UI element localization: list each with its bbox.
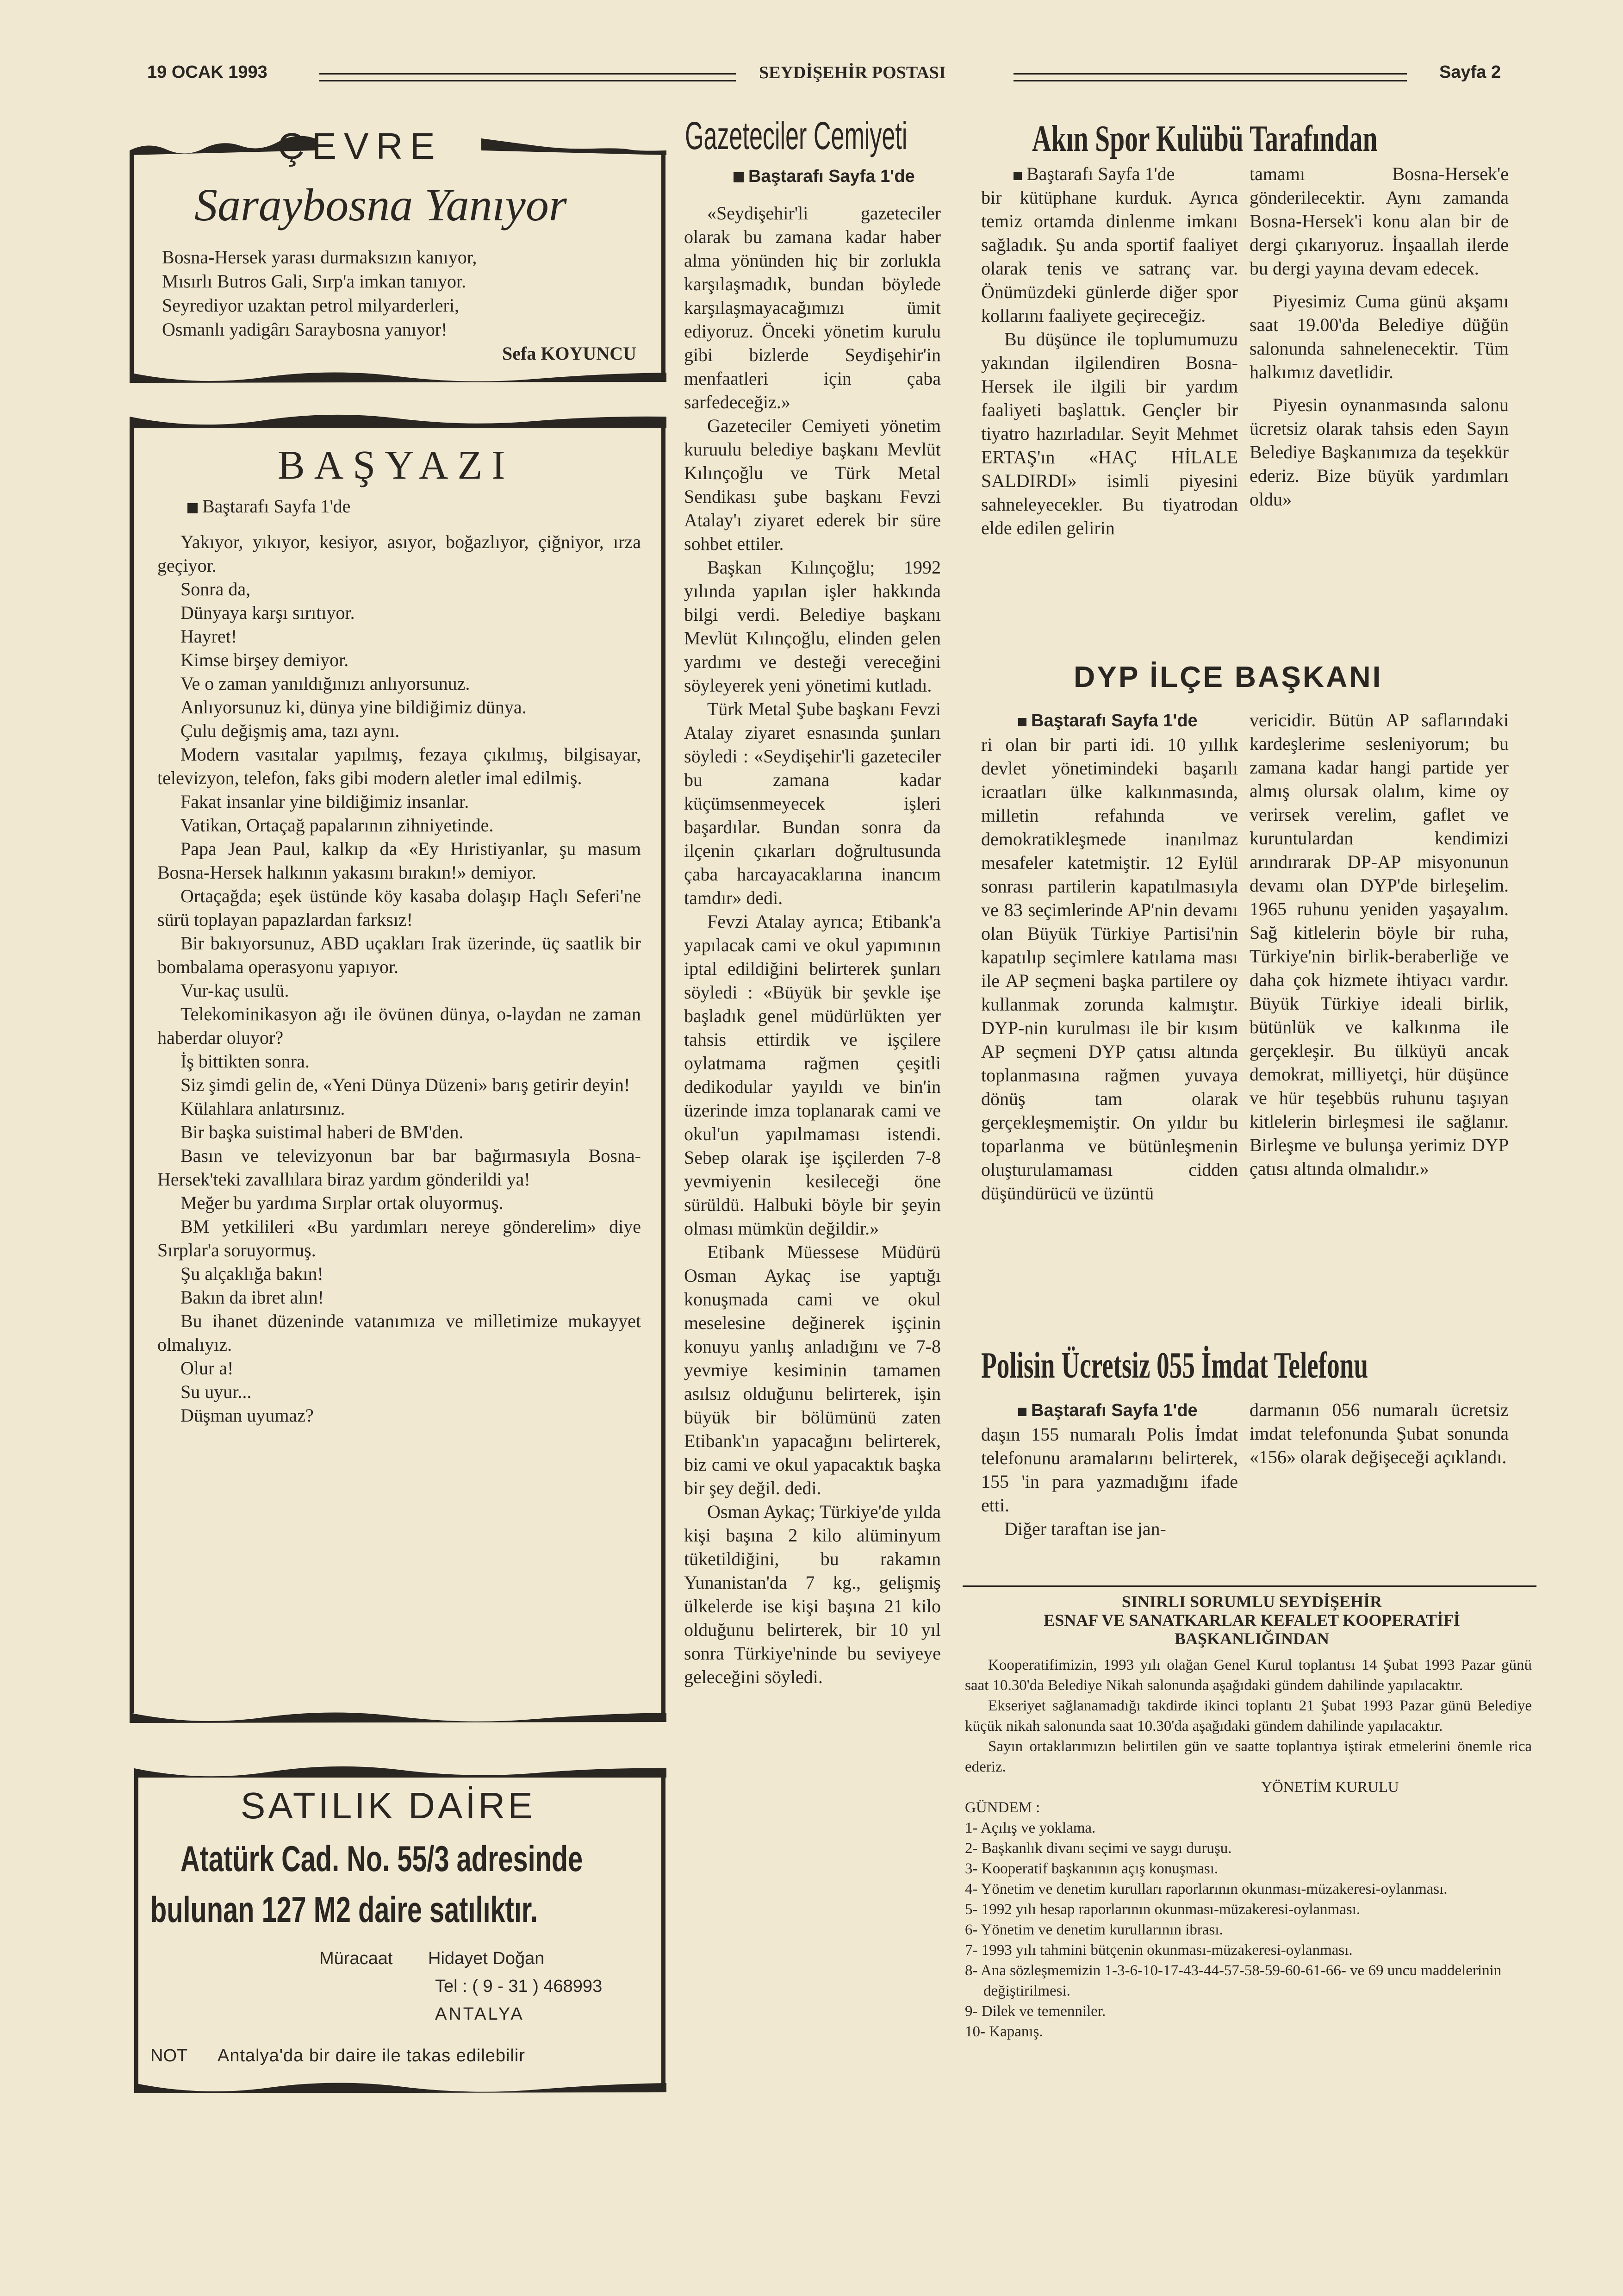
basyazi-paragraph: Telekominikasyon ağı ile övünen dünya, o-laydan ne zaman haberdar oluyor? (157, 1004, 641, 1048)
basyazi-paragraph: Papa Jean Paul, kalkıp da «Ey Hıristiyanlar, şu masum Bosna-Hersek halkının yakasını bırakın!» demiyor. (157, 838, 641, 883)
basyazi-paragraph: Çulu değişmiş ama, tazı aynı. (180, 720, 400, 741)
kooperatif-title-line: ESNAF VE SANATKARLAR KEFALET KOOPERATİFİ (1044, 1611, 1460, 1629)
basyazi-body (157, 530, 641, 1427)
basyazi-paragraph: Bir başka suistimal haberi de BM'den. (180, 1122, 464, 1142)
satilik-note: Antalya'da bir daire ile takas edilebilir (218, 2046, 526, 2065)
basyazi-paragraph: İş bittikten sonra. (180, 1051, 310, 1072)
basyazi-continued (187, 495, 350, 517)
kooperatif-signature: YÖNETİM KURULU (1261, 1779, 1399, 1796)
polis-continued-label: Baştarafı Sayfa 1'de (1031, 1401, 1198, 1420)
satilik-city: ANTALYA (435, 2004, 524, 2024)
akin-paragraph: tamamı Bosna-Hersek'e gönderilecektir. Aynı zamanda Bosna-Hersek'i konu alan bir de dergi çıkarıyoruz. İnşaallah ilerde bu dergi yayına devam edecek. (1250, 163, 1509, 279)
cevre-bottom-wave (130, 368, 666, 391)
cevre-title: Saraybosna Yanıyor (194, 179, 567, 231)
basyazi-paragraph: Vatikan, Ortaçağ papalarının zihniyetinde. (180, 815, 494, 836)
dyp-col2 (1250, 708, 1509, 1180)
cevre-poem (162, 245, 643, 342)
kooperatif-body (965, 1655, 1532, 2042)
basyazi-paragraph: Hayret! (180, 626, 237, 647)
kooperatif-title-line: BAŞKANLIĞINDAN (1174, 1629, 1330, 1648)
kooperatif-header (967, 1592, 1536, 1648)
bullet-square-icon (734, 172, 744, 182)
dyp-col1 (981, 708, 1238, 1205)
kooperatif-agenda-item: 6- Yönetim ve denetim kurullarının ibrası. (965, 1922, 1223, 1938)
kooperatif-agenda-item: 7- 1993 yılı tahmini bütçenin okunması-müzakeresi-oylanması. (965, 1942, 1353, 1959)
basyazi-paragraph: Düşman uyumaz? (180, 1405, 314, 1426)
kooperatif-agenda-item: 3- Kooperatif başkanının açış konuşması. (965, 1860, 1219, 1877)
basyazi-paragraph: Dünyaya karşı sırıtıyor. (180, 602, 355, 623)
basyazi-paragraph: Şu alçaklığa bakın! (180, 1263, 323, 1284)
bullet-square-icon (1018, 1408, 1026, 1416)
basyazi-paragraph: Su uyur... (180, 1381, 252, 1402)
basyazi-paragraph: Bir bakıyorsunuz, ABD uçakları Irak üzerinde, üç saatlik bir bombalama operasyonu yapıyor. (157, 933, 641, 977)
basyazi-paragraph: Anlıyorsunuz ki, dünya yine bildiğimiz dünya. (180, 697, 527, 718)
polis-paragraph: Diğer taraftan ise jan- (1004, 1518, 1166, 1539)
gazeteciler-paragraph: Fevzi Atalay ayrıca; Etibank'a yapılacak cami ve okul yapımının iptal edildiğini belirterek şunları söyledi : «Büyük bir şevkle işe başladık genel müdürlükten yer tahsis ettirdik ve işçilere oylatmama rağmen çeşitli dedikodular yayıldı ve bin'in üzerinde imza toplanarak cami ve okul'un yapılmaması istendi. Sebep olarak işe işçilerden 7-8 yevmiyenin kesileceği öne sürüldü. Halbuki böyle bir şeyin olması mümkün değildir.» (684, 911, 941, 1239)
basyazi-title: BAŞYAZI (278, 443, 515, 488)
basyazi-paragraph: Kimse birşey demiyor. (180, 649, 349, 670)
satilik-title: SATILIK DAİRE (241, 1785, 535, 1826)
header-paper-name: SEYDİŞEHİR POSTASI (759, 63, 946, 82)
cevre-section-title: ÇEVRE (278, 125, 442, 167)
header-page-number: Sayfa 2 (1439, 62, 1501, 82)
kooperatif-agenda-item: 10- Kapanış. (965, 2023, 1043, 2040)
basyazi-paragraph: Bu ihanet düzeninde vatanımıza ve milletimize mukayyet olmalıyız. (157, 1310, 641, 1355)
basyazi-paragraph: Yakıyor, yıkıyor, kesiyor, asıyor, boğazlıyor, çiğniyor, ırza geçiyor. (157, 531, 641, 576)
dyp-continued-label: Baştarafı Sayfa 1'de (1031, 711, 1198, 730)
polis-col1 (981, 1398, 1238, 1541)
kooperatif-rule (963, 1585, 1536, 1587)
akin-continued-label: Baştarafı Sayfa 1'de (1026, 163, 1175, 184)
bullet-square-icon (1014, 172, 1022, 180)
gazeteciler-paragraph: «Seydişehir'li gazeteciler olarak bu zamana kadar haber alma yönünden hiç bir zorlukla karşılaşmadık, bundan böylede karşılaşmayacağımızı ümit ediyoruz. Önceki yönetim kurulu gibi bizlerde Seydişehir'in menfaatleri için çaba sarfedeceğiz.» (684, 203, 941, 412)
basyazi-paragraph: Külahlara anlatırsınız. (180, 1098, 345, 1119)
satilik-phone: Tel : ( 9 - 31 ) 468993 (435, 1977, 603, 1996)
polis-title: Polisin Ücretsiz 055 İmdat Telefonu (981, 1345, 1368, 1386)
akin-title: Akın Spor Kulübü Tarafından (1032, 119, 1378, 159)
akin-continued-line (981, 162, 1238, 186)
basyazi-paragraph: Ortaçağda; eşek üstünde köy kasaba dolaşıp Haçlı Seferi'ne sürü toplayan papazlardan farksız! (157, 886, 641, 930)
basyazi-paragraph: BM yetkilileri «Bu yardımları nereye gönderelim» diye Sırplar'a soruyormuş. (157, 1216, 641, 1260)
basyazi-paragraph: Sonra da, (180, 579, 251, 599)
kooperatif-title-line: SINIRLI SORUMLU SEYDİŞEHİR (1121, 1592, 1382, 1611)
gazeteciler-paragraph: Osman Aykaç; Türkiye'de yılda kişi başına 2 kilo alüminyum tüketildiğini, bu rakamın Yunanistan'da 7 kg., gelişmiş ülkelerde ise kişi başına 21 kilo olduğunu belirterek, bir 10 yıl sonra Türkiye'ninde bu seviyeye geleceğini söyledi. (684, 1501, 941, 1687)
kooperatif-paragraph: Ekseriyet sağlanamadığı takdirde ikinci toplantı 21 Şubat 1993 Pazar günü Belediye küçük nikah salonunda saat 10.30'da aşağıdaki gündem dahilinde yapılacaktır. (965, 1697, 1532, 1734)
cevre-poem-line: Mısırlı Butros Gali, Sırp'a imkan tanıyor. (162, 271, 466, 292)
akin-paragraph: Bu düşünce ile toplumumuzu yakından ilgilendiren Bosna-Hersek ile ilgili bir yardım faaliyeti başlattık. Gençler bir tiyatro hazırladılar. Seyit Mehmet ERTAŞ'ın «HAÇ HİLALE SALDIRDI» isimli piyesini sahneleyecekler. Bu tiyatrodan elde edilen gelirin (981, 329, 1238, 538)
kooperatif-agenda-item: 9- Dilek ve temenniler. (965, 2003, 1106, 2020)
header-rule-left (319, 73, 736, 81)
dyp-continued-line (981, 708, 1238, 733)
header-date: 19 OCAK 1993 (147, 62, 267, 82)
akin-paragraph: bir kütüphane kurduk. Ayrıca temiz ortamda dinlenme imkanı sağladık. Şu anda sportif faaliyet olarak tenis ve satranç var. Önümüzdeki günlerde diğer spor kollarını faaliyete geçireceğiz. (981, 187, 1238, 326)
basyazi-paragraph: Fakat insanlar yine bildiğimiz insanlar. (180, 791, 469, 812)
basyazi-paragraph: Olur a! (180, 1358, 234, 1379)
gazeteciler-paragraph: Başkan Kılınçoğlu; 1992 yılında yapılan işler hakkında bilgi verdi. Belediye başkanı Mevlüt Kılınçoğlu, elinden gelen yardımı ve desteği vereceğini söyleyerek yeni yönetimi kutladı. (684, 557, 941, 696)
kooperatif-agenda-item: 5- 1992 yılı hesap raporlarının okunması-müzakeresi-oylanması. (965, 1901, 1361, 1918)
dyp-paragraph: ri olan bir parti idi. 10 yıllık devlet yönetimindeki başarılı icraatları ülke kalkınmasında, milletin refahında ve demokratikleşmede inanılmaz mesafeler katetmiştir. 12 Eylül sonrası partilerin kapatılmasıyla ve 83 seçimlerinde AP'nin devamı olan Büyük Türkiye Partisi'nin kapatılıp seçimlere katılama ması ile AP seçmeni başka partilere oy kullanmak zorunda kalmıştır. DYP-nin kurulması ile bir kısım AP seçmeni DYP çatısı altında toplanmasına rağmen yuvaya dönüş tam olarak gerçekleşmemiştir. On yıldır bu toparlanma ve bütünleşmenin oluşturulamaması cidden düşündürücü ve üzüntü (981, 734, 1238, 1204)
gazeteciler-paragraph: Türk Metal Şube başkanı Fevzi Atalay ziyaret esnasında şunları söyledi : «Seydişehir'li gazeteciler bu zamana kadar küçümsenmeyecek işleri başardılar. Bundan sonra da ilçenin çıkarları doğrultusunda çaba harcayacaklarına inancım tamdır» dedi. (684, 699, 941, 908)
satilik-line2: bulunan 127 M2 daire satılıktır. (150, 1889, 538, 1930)
header-rule-right (1014, 73, 1407, 81)
gazeteciler-paragraph: Etibank Müessese Müdürü Osman Aykaç ise yaptığı konuşmada cami ve okul meselesine değinerek işçinin konuyu yanlış anladığını ve 7-8 yevmiye kesiminin tamamen asılsız olduğunu belirterek, işin büyük bir bölümünü zaten Etibank'ın yapacağını belirterek, biz cami ve okul yapacaktık başka bir şey değil. dedi. (684, 1242, 941, 1498)
polis-paragraph: daşın 155 numaralı Polis İmdat telefonunu aramalarını belirterek, 155 'in para yazmadığını ifade etti. (981, 1424, 1238, 1516)
basyazi-paragraph: Modern vasıtalar yapılmış, fezaya çıkılmış, bilgisayar, televizyon, telefon, faks gibi modern aletler imal edilmiş. (157, 744, 641, 788)
satilik-bottom-wave (134, 2078, 666, 2102)
akin-paragraph: Piyesin oynanmasında salonu ücretsiz olarak tahsis eden Sayın Belediye Başkanımıza da teşekkür ederiz. Bize büyük yardımları oldu» (1250, 394, 1509, 510)
kooperatif-paragraph: Sayın ortaklarımızın belirtilen gün ve saatte toplantıya iştirak etmelerini önemle rica ederiz. (965, 1738, 1532, 1775)
basyazi-paragraph: Siz şimdi gelin de, «Yeni Dünya Düzeni» barış getirir deyin! (180, 1074, 630, 1095)
kooperatif-agenda-item: 8- Ana sözleşmemizin 1-3-6-10-17-43-44-57-58-59-60-61-66- ve 69 uncu maddelerinin değiştirilmesi. (965, 1962, 1502, 1999)
akin-col2 (1250, 162, 1509, 511)
basyazi-continued-label: Baştarafı Sayfa 1'de (202, 496, 351, 517)
satilik-contact-label: Müracaat (319, 1949, 393, 1968)
basyazi-paragraph: Bakın da ibret alın! (180, 1287, 324, 1308)
dyp-title: DYP İLÇE BAŞKANI (1074, 660, 1383, 693)
bullet-square-icon (1018, 718, 1026, 726)
kooperatif-agenda-item: 1- Açılış ve yoklama. (965, 1820, 1096, 1836)
gazeteciler-title: Gazeteciler Cemiyeti (685, 114, 908, 157)
polis-continued-line (981, 1398, 1238, 1423)
basyazi-paragraph: Ve o zaman yanıldığınızı anlıyorsunuz. (180, 673, 470, 694)
basyazi-paragraph: Meğer bu yardıma Sırplar ortak oluyormuş. (180, 1192, 504, 1213)
basyazi-bottom-wave (130, 1708, 666, 1731)
gazeteciler-continued-label: Baştarafı Sayfa 1'de (748, 167, 915, 186)
polis-col2 (1250, 1398, 1509, 1469)
akin-col1 (981, 162, 1238, 540)
kooperatif-agenda-item: 4- Yönetim ve denetim kurulları raporlarının okunması-müzakeresi-oylanması. (965, 1881, 1448, 1897)
kooperatif-agenda-title: GÜNDEM : (965, 1799, 1040, 1816)
gazeteciler-continued (734, 167, 915, 187)
cevre-poem-line: Seyrediyor uzaktan petrol milyarderleri, (162, 295, 459, 316)
dyp-paragraph: vericidir. Bütün AP saflarındaki kardeşlerime sesleniyorum; bu zamana kadar hangi partide yer almış olursak olalım, kime oy verirsek verelim, gaflet ve kuruntulardan kendimizi arındırarak DP-AP misyonunun devamı olan DYP'de birleşelim. 1965 ruhunu yeniden yaşayalım. Sağ kitlelerin böyle bir ruha, Türkiye'nin birlik-beraberliğe ve daha çok hizmete ihtiyacı vardır. Büyük Türkiye ideali birlik, bütünlük ve kalkınma ile gerçekleşir. Bu ülküyü ancak demokrat, milliyetçi, hür düşünce ve hür teşebbüs ruhunu taşıyan kitlelerin birleşmesi ile sağlanır. Birleşme ve bulunşa yerimiz DYP çatısı altında olmalıdır.» (1250, 710, 1509, 1179)
cevre-poem-line: Osmanlı yadigârı Saraybosna yanıyor! (162, 319, 448, 340)
kooperatif-paragraph: Kooperatifimizin, 1993 yılı olağan Genel Kurul toplantısı 14 Şubat 1993 Pazar günü saat 10.30'da Belediye Nikah salonunda aşağıdaki gündem dahilinde yapılacaktır. (965, 1657, 1532, 1694)
basyazi-paragraph: Basın ve televizyonun bar bar bağırmasıyla Bosna-Hersek'teki zavallılara biraz yardım gönderildi ya! (157, 1145, 641, 1190)
akin-paragraph: Piyesimiz Cuma günü akşamı saat 19.00'da Belediye düğün salonunda sahnelenecektir. Tüm halkımız davetlidir. (1250, 291, 1509, 382)
cevre-poem-line: Bosna-Hersek yarası durmaksızın kanıyor, (162, 247, 477, 268)
gazeteciler-paragraph: Gazeteciler Cemiyeti yönetim kuruulu belediye başkanı Mevlüt Kılınçoğlu ve Türk Metal Sendikası şube başkanı Fevzi Atalay'ı ziyaret ederek bir süre sohbet ettiler. (684, 415, 941, 554)
polis-paragraph: darmanın 056 numaralı ücretsiz imdat telefonunda Şubat sonunda «156» olarak değişeceği açıklandı. (1250, 1399, 1509, 1467)
cevre-author: Sefa KOYUNCU (502, 343, 636, 364)
bullet-square-icon (187, 503, 198, 513)
gazeteciler-body (684, 201, 941, 1689)
kooperatif-agenda-item: 2- Başkanlık divanı seçimi ve saygı duruşu. (965, 1840, 1232, 1857)
satilik-note-label: NOT (150, 2046, 188, 2065)
satilik-contact-name: Hidayet Doğan (428, 1949, 545, 1968)
basyazi-paragraph: Vur-kaç usulü. (180, 980, 289, 1001)
satilik-line1: Atatürk Cad. No. 55/3 adresinde (180, 1838, 583, 1879)
